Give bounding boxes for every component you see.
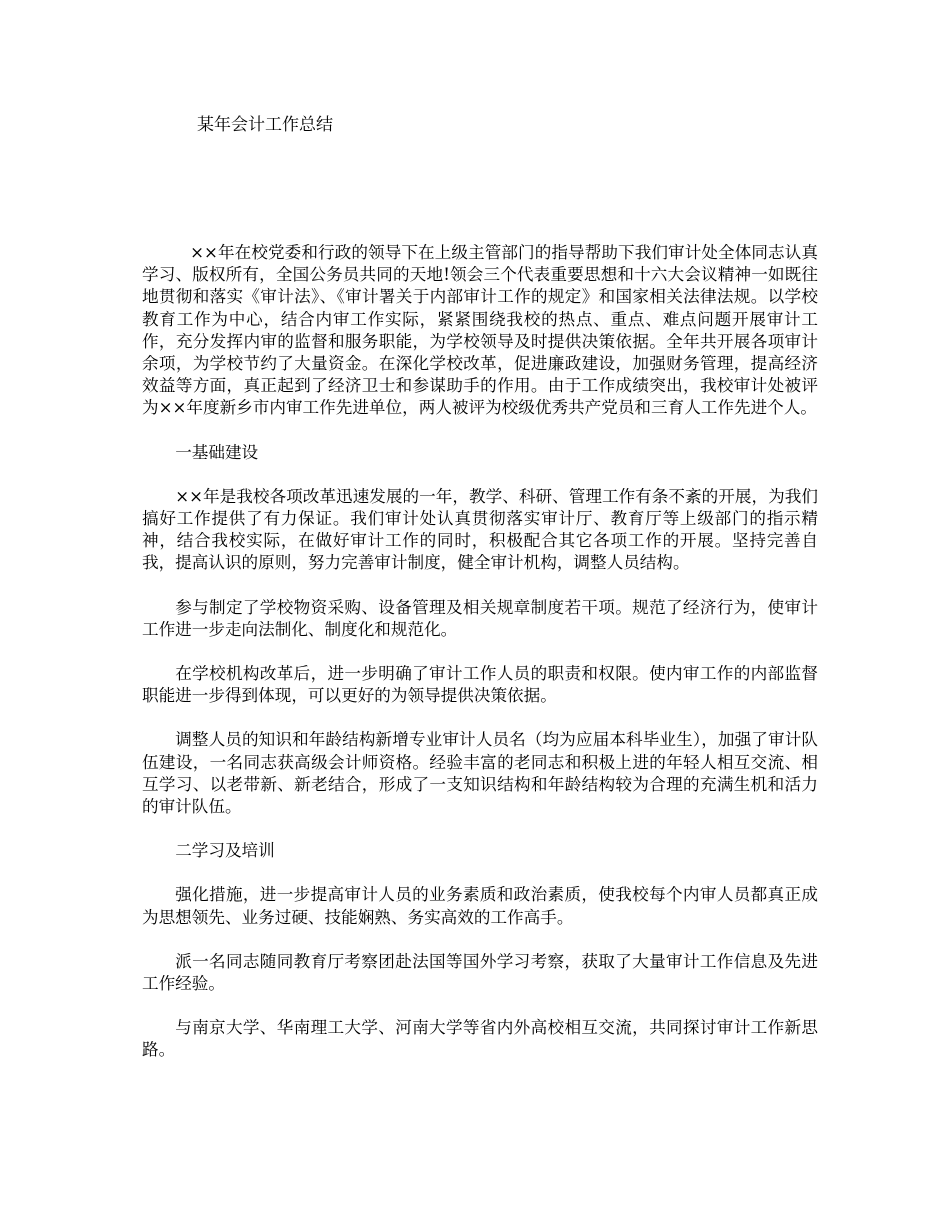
spacer (142, 862, 818, 884)
spacer (142, 420, 818, 442)
intro-paragraph: ××年在校党委和行政的领导下在上级主管部门的指导帮助下我们审计处全体同志认真学习、版权所有，全国公务员共同的天地!领会三个代表重要思想和十六大会议精神一如既往地贯彻和落实《审计法》、《审计署关于内部审计工作的规定》和国家相关法律法规。以学校教育工作为中心，结合内审工作实际，紧紧围绕我校的热点、重点、难点问题开展审计工作，充分发挥内审的监督和服务职能，为学校领导及时提供决策依据。全年共开展各项审计余项，为学校节约了大量资金。在深化学校改革，促进廉政建设，加强财务管理，提高经济效益等方面，真正起到了经济卫士和参谋助手的作用。由于工作成绩突出，我校审计处被评为××年度新乡市内审工作先进单位，两人被评为校级优秀共产党员和三育人工作先进个人。 (142, 243, 818, 418)
section2-paragraph-2: 派一名同志随同教育厅考察团赴法国等国外学习考察，获取了大量审计工作信息及先进工作经验。 (142, 951, 818, 994)
section-heading-study-training: 二学习及培训 (175, 841, 275, 861)
spacer (142, 707, 818, 729)
spacer (142, 641, 818, 663)
spacer (142, 929, 818, 951)
spacer (142, 995, 818, 1017)
spacer (142, 575, 818, 597)
spacer (142, 818, 818, 840)
section1-paragraph-3: 在学校机构改革后，进一步明确了审计工作人员的职责和权限。使内审工作的内部监督职能进一步得到体现，可以更好的为领导提供决策依据。 (142, 664, 818, 706)
document-title: 某年会计工作总结 (197, 115, 333, 135)
section1-paragraph-2: 参与制定了学校物资采购、设备管理及相关规章制度若干项。规范了经济行为，使审计工作进一步走向法制化、制度化和规范化。 (142, 597, 818, 639)
section1-paragraph-4: 调整人员的知识和年龄结构新增专业审计人员名（均为应届本科毕业生），加强了审计队伍建设，一名同志获高级会计师资格。经验丰富的老同志和积极上进的年轻人相互交流、相互学习、以老带新、新老结合，形成了一支知识结构和年龄结构较为合理的充满生机和活力的审计队伍。 (142, 730, 818, 817)
section2-paragraph-3: 与南京大学、华南理工大学、河南大学等省内外高校相互交流，共同探讨审计工作新思路。 (142, 1018, 818, 1060)
section2-paragraph-1: 强化措施，进一步提高审计人员的业务素质和政治素质，使我校每个内审人员都真正成为思想领先、业务过硬、技能娴熟、务实高效的工作高手。 (142, 885, 818, 927)
section-heading-basic-construction: 一基础建设 (175, 442, 259, 462)
document-body (142, 242, 818, 1062)
spacer (142, 464, 818, 486)
section1-paragraph-1: ××年是我校各项改革迅速发展的一年，教学、科研、管理工作有条不紊的开展，为我们搞好工作提供了有力保证。我们审计处认真贯彻落实审计厅、教育厅等上级部门的指示精神，结合我校实际，在做好审计工作的同时，积极配合其它各项工作的开展。坚持完善自我，提高认识的原则，努力完善审计制度，健全审计机构，调整人员结构。 (142, 486, 818, 573)
